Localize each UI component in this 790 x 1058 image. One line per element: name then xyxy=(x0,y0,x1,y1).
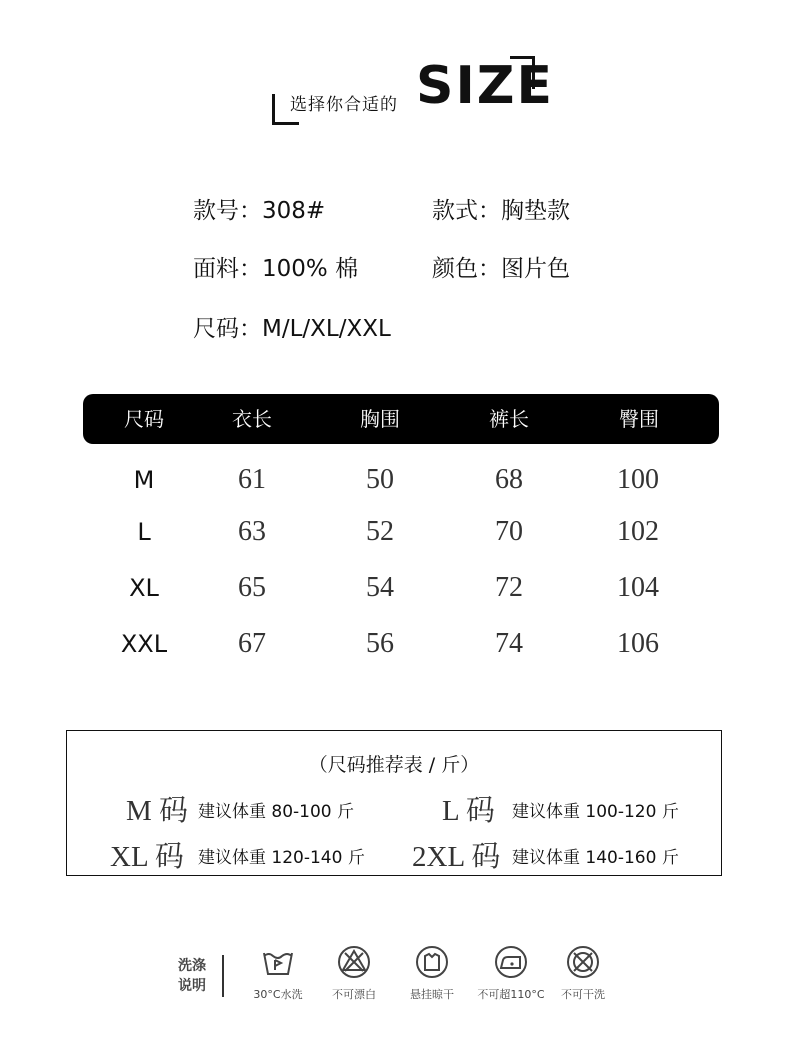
care-caption: 不可超110°C xyxy=(477,988,545,1001)
cell-pants: 70 xyxy=(495,516,523,547)
care-caption: 不可干洗 xyxy=(561,988,605,1001)
size-table-header xyxy=(83,394,719,444)
style-type: 款式：胸垫款 xyxy=(432,198,570,224)
rec-size-label: XL 码 xyxy=(110,841,184,873)
cell-size: M xyxy=(133,466,155,494)
cell-chest: 56 xyxy=(366,628,394,659)
cell-pants: 72 xyxy=(495,572,523,603)
cell-pants: 74 xyxy=(495,628,523,659)
header-title: SIZE xyxy=(416,56,555,116)
cell-chest: 54 xyxy=(366,572,394,603)
header-size: 尺码 xyxy=(124,407,164,431)
cell-hip: 106 xyxy=(617,628,659,659)
no-bleach-icon xyxy=(336,944,372,980)
care-caption: 不可漂白 xyxy=(332,988,376,1001)
cell-size: XL xyxy=(129,574,159,602)
header-pants: 裤长 xyxy=(489,407,529,431)
care-label-line2: 说明 xyxy=(178,978,206,994)
rec-weight-text: 建议体重 120-140 斤 xyxy=(198,848,365,868)
care-item-iron xyxy=(471,944,551,1002)
care-item-dryclean xyxy=(543,944,623,1002)
cell-length: 67 xyxy=(238,628,266,659)
care-divider xyxy=(222,955,224,997)
care-caption: 悬挂晾干 xyxy=(410,988,454,1001)
cell-chest: 52 xyxy=(366,516,394,547)
header-chest: 胸围 xyxy=(360,407,400,431)
cell-pants: 68 xyxy=(495,464,523,495)
wash-30-icon xyxy=(260,944,296,980)
header-length: 衣长 xyxy=(232,407,272,431)
rec-size-label: 2XL 码 xyxy=(412,841,501,873)
cell-hip: 104 xyxy=(617,572,659,603)
care-item-hang xyxy=(392,944,472,1002)
care-label-line1: 洗涤 xyxy=(178,958,206,974)
header-hip: 臀围 xyxy=(619,407,659,431)
care-label xyxy=(172,956,212,996)
rec-weight-text: 建议体重 140-160 斤 xyxy=(512,848,679,868)
cell-length: 61 xyxy=(238,464,266,495)
care-item-bleach xyxy=(314,944,394,1002)
style-number: 款号：308# xyxy=(193,198,326,224)
cell-chest: 50 xyxy=(366,464,394,495)
no-dry-clean-icon xyxy=(565,944,601,980)
rec-size-label: M 码 xyxy=(126,795,189,827)
care-item-wash xyxy=(238,944,318,1002)
header-bracket-right xyxy=(510,56,535,89)
rec-weight-text: 建议体重 80-100 斤 xyxy=(198,802,355,822)
iron-110-icon xyxy=(493,944,529,980)
hang-dry-icon xyxy=(414,944,450,980)
color: 颜色：图片色 xyxy=(432,256,570,282)
fabric: 面料：100% 棉 xyxy=(193,256,359,282)
care-caption: 30°C水洗 xyxy=(253,988,303,1001)
cell-size: L xyxy=(137,518,151,546)
header-subtitle: 选择你合适的 xyxy=(290,95,398,115)
recommendation-title: （尺码推荐表 / 斤） xyxy=(308,754,480,776)
cell-hip: 100 xyxy=(617,464,659,495)
rec-size-label: L 码 xyxy=(442,795,495,827)
rec-weight-text: 建议体重 100-120 斤 xyxy=(512,802,679,822)
cell-length: 63 xyxy=(238,516,266,547)
cell-size: XXL xyxy=(120,630,168,658)
sizes-available: 尺码：M/L/XL/XXL xyxy=(193,316,391,342)
cell-hip: 102 xyxy=(617,516,659,547)
cell-length: 65 xyxy=(238,572,266,603)
